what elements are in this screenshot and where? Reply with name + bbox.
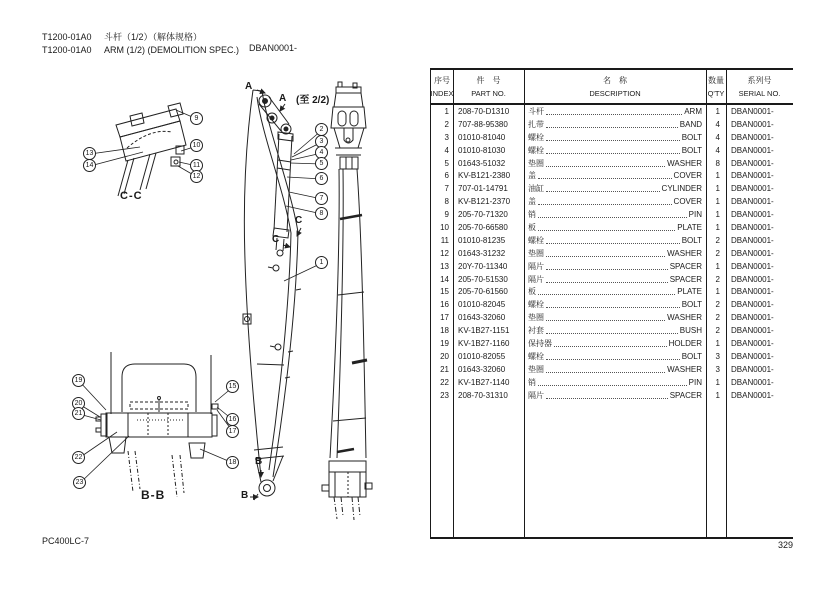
table-divider-partno [524,70,525,537]
cell-description [524,248,706,259]
table-row [431,389,793,402]
column-header-serial [726,70,793,103]
cell-qty: 1 [715,222,720,232]
column-header-description [524,70,706,103]
table-row [431,195,793,208]
cell-part-no: 205-70-66580 [458,222,508,232]
section-bb-drawing [96,352,218,497]
dotted-leader [538,379,687,386]
description-en: HOLDER [668,338,702,348]
cell-serial-no: DBAN0001- [731,261,774,271]
description-en: BOLT [681,132,702,142]
cell-description [524,377,706,388]
description-cn: 隔片 [528,261,544,271]
cell-qty: 1 [715,377,720,387]
cell-part-no: KV-B121-2370 [458,197,511,207]
cell-index: 14 [440,274,449,284]
table-row [431,131,793,144]
description-en: WASHER [667,364,702,374]
description-cn: 油缸 [528,184,544,194]
callout-14: 14 [83,159,96,172]
cell-part-no: 01643-51032 [458,158,506,168]
cell-index: 23 [440,390,449,400]
table-row [431,105,793,118]
description-cn: 板 [528,287,536,297]
cell-description [524,119,706,130]
callout-22: 22 [72,451,85,464]
callout-13: 13 [83,147,96,160]
continuation-label: (至 2/2) [296,95,330,106]
cell-description [524,286,706,297]
dotted-leader [538,211,687,218]
dotted-leader [546,276,668,283]
description-cn: 斗杆 [528,106,544,116]
dotted-leader [546,263,668,270]
cell-part-no: 01010-81040 [458,132,506,142]
cell-qty: 2 [715,326,720,336]
cell-description [524,183,706,194]
cell-part-no: 208-70-31310 [458,390,508,400]
callout-11: 11 [190,159,203,172]
description-cn: 垫圈 [528,158,544,168]
section-cc-drawing [116,103,186,196]
cell-index: 16 [440,300,449,310]
description-en: COVER [673,171,702,181]
cell-serial-no: DBAN0001- [731,248,774,258]
cell-description [524,312,706,323]
table-row [431,157,793,170]
description-en: BOLT [681,145,702,155]
cell-index: 22 [440,377,449,387]
description-en: BOLT [681,351,702,361]
cell-qty: 1 [715,171,720,181]
cell-index: 12 [440,248,449,258]
cell-serial-no: DBAN0001- [731,338,774,348]
description-cn: 螺栓 [528,145,544,155]
description-cn: 螺栓 [528,351,544,361]
table-body [431,105,793,401]
description-cn: 螺栓 [528,300,544,310]
cell-description [524,235,706,246]
header-description-cn: 名 称 [603,76,627,85]
arm-side-view-drawing [243,90,301,500]
description-cn: 螺栓 [528,235,544,245]
cell-description [524,196,706,207]
cell-description [524,158,706,169]
description-cn: 保持器 [528,338,552,348]
dotted-leader [546,121,678,128]
view-a-label-1: A [245,81,253,92]
parts-table [430,68,793,539]
table-row [431,273,793,286]
description-en: PIN [688,377,702,387]
cell-part-no: 01643-32060 [458,313,506,323]
table-row [431,247,793,260]
cell-qty: 1 [715,287,720,297]
dotted-leader [546,108,682,115]
cell-qty: 2 [715,248,720,258]
description-cn: 隔片 [528,274,544,284]
table-row [431,208,793,221]
cell-serial-no: DBAN0001- [731,326,774,336]
cell-part-no: 01643-32060 [458,364,506,374]
dotted-leader [546,392,668,399]
page-title-cn: 斗杆（1/2）（解体规格） [104,32,203,42]
dotted-leader [546,160,665,167]
cell-serial-no: DBAN0001- [731,351,774,361]
description-cn: 衬套 [528,326,544,336]
description-en: COVER [673,197,702,207]
table-row [431,144,793,157]
page-title-en: ARM (1/2) (DEMOLITION SPEC.) [104,45,240,55]
description-cn: 盖 [528,171,536,181]
description-cn: 销 [528,377,536,387]
dotted-leader [546,301,680,308]
cell-index: 18 [440,326,449,336]
cell-index: 11 [440,235,449,245]
table-row [431,337,793,350]
cell-description [524,338,706,349]
table-divider-description [706,70,707,537]
cell-index: 8 [444,197,449,207]
cell-qty: 4 [715,145,720,155]
callout-23: 23 [73,476,86,489]
cell-serial-no: DBAN0001- [731,222,774,232]
cell-part-no: 01010-81235 [458,235,506,245]
serial-range-code: DBAN0001- [249,43,298,53]
callout-5: 5 [315,157,328,170]
cell-serial-no: DBAN0001- [731,184,774,194]
header-serial-en: SERIAL NO. [738,89,781,98]
header-description-en: DESCRIPTION [589,89,641,98]
description-en: BUSH [679,326,702,336]
title-line-en [42,44,239,57]
cell-index: 5 [444,158,449,168]
table-divider-qty [726,70,727,537]
cell-qty: 2 [715,300,720,310]
cell-index: 10 [440,222,449,232]
cell-serial-no: DBAN0001- [731,300,774,310]
description-cn: 销 [528,210,536,220]
table-row [431,298,793,311]
table-divider-index [453,70,454,537]
cell-qty: 3 [715,364,720,374]
page-title-block [42,31,239,57]
cell-part-no: KV-1B27-1151 [458,326,510,336]
table-empty-area [431,401,793,537]
table-row [431,363,793,376]
cell-serial-no: DBAN0001- [731,390,774,400]
description-en: WASHER [667,313,702,323]
description-en: PLATE [677,287,702,297]
cell-part-no: 01643-31232 [458,248,506,258]
table-row [431,118,793,131]
cell-serial-no: DBAN0001- [731,274,774,284]
header-qty-en: Q'TY [707,89,725,98]
view-c-label-1: C [295,215,303,226]
callout-18: 18 [226,456,239,469]
table-row [431,169,793,182]
cell-qty: 1 [715,197,720,207]
table-row [431,221,793,234]
section-view-arrows [250,90,301,497]
callout-15: 15 [226,380,239,393]
cell-serial-no: DBAN0001- [731,171,774,181]
cell-description [524,299,706,310]
footer-model-label: PC400LC-7 [42,536,90,546]
callout-6: 6 [315,172,328,185]
cell-qty: 1 [715,261,720,271]
description-cn: 垫圈 [528,313,544,323]
column-header-partno [453,70,524,103]
cell-index: 20 [440,351,449,361]
dotted-leader [546,250,665,257]
cell-qty: 4 [715,132,720,142]
callout-20: 20 [72,397,85,410]
view-a-label-2: A [279,93,287,104]
view-b-label-1: B [255,456,263,467]
dotted-leader [546,185,660,192]
cell-qty: 1 [715,390,720,400]
header-serial-cn: 系列号 [747,76,772,85]
cell-part-no: 20Y-70-11340 [458,261,508,271]
description-en: WASHER [667,248,702,258]
table-row [431,285,793,298]
table-row [431,350,793,363]
section-bb-label: B-B [141,488,166,502]
dotted-leader [554,340,667,347]
cell-index: 7 [444,184,449,194]
callout-9: 9 [190,112,203,125]
header-partno-en: PART NO. [471,89,506,98]
cell-description [524,364,706,375]
table-row [431,260,793,273]
dotted-leader [538,288,675,295]
cell-part-no: 205-70-61560 [458,287,508,297]
header-index-cn: 序号 [434,76,450,85]
dotted-leader [546,237,680,244]
cell-description [524,261,706,272]
cell-part-no: 707-01-14791 [458,184,508,194]
callout-21: 21 [72,407,85,420]
callout-10: 10 [190,139,203,152]
cell-serial-no: DBAN0001- [731,158,774,168]
column-header-index [431,70,453,103]
description-en: WASHER [667,158,702,168]
dotted-leader [546,353,680,360]
callout-7: 7 [315,192,328,205]
cell-description [524,390,706,401]
description-cn: 隔片 [528,390,544,400]
cell-serial-no: DBAN0001- [731,235,774,245]
cell-description [524,106,706,117]
callout-19: 19 [72,374,85,387]
cell-part-no: KV-1B27-1160 [458,338,510,348]
dotted-leader [546,327,678,334]
cell-description [524,351,706,362]
cell-part-no: 01010-81030 [458,145,506,155]
description-en: BOLT [681,300,702,310]
description-en: PIN [688,210,702,220]
dotted-leader [546,134,680,141]
cell-qty: 4 [715,119,720,129]
description-cn: 垫圈 [528,364,544,374]
cell-part-no: 01010-82045 [458,300,506,310]
callout-16: 16 [226,413,239,426]
header-index-en: INDEX [430,89,454,98]
model-code-en: T1200-01A0 [42,45,92,55]
description-en: SPACER [669,261,702,271]
cell-index: 15 [440,287,449,297]
cell-index: 3 [444,132,449,142]
header-partno-cn: 件 号 [476,76,501,85]
cell-serial-no: DBAN0001- [731,313,774,323]
cell-part-no: 205-70-51530 [458,274,508,284]
column-header-qty [706,70,726,103]
description-en: BAND [679,119,702,129]
cell-part-no: 707-88-95380 [458,119,508,129]
callout-12: 12 [190,170,203,183]
cell-description [524,209,706,220]
cell-index: 6 [444,171,449,181]
cell-qty: 3 [715,351,720,361]
table-row [431,324,793,337]
cell-index: 4 [444,145,449,155]
cell-qty: 2 [715,235,720,245]
arm-front-view-drawing [322,82,372,520]
cell-part-no: 205-70-71320 [458,210,508,220]
cell-index: 1 [444,106,449,116]
cell-description [524,132,706,143]
cell-part-no: 208-70-D1310 [458,106,510,116]
cell-description [524,222,706,233]
table-row [431,376,793,389]
cell-index: 17 [440,313,449,323]
cell-index: 9 [444,210,449,220]
dotted-leader [546,147,680,154]
description-en: CYLINDER [661,184,702,194]
callout-17: 17 [226,425,239,438]
description-cn: 盖 [528,197,536,207]
cell-qty: 1 [715,184,720,194]
description-en: PLATE [677,222,702,232]
cell-serial-no: DBAN0001- [731,377,774,387]
cell-description [524,170,706,181]
cell-serial-no: DBAN0001- [731,197,774,207]
callout-1: 1 [315,256,328,269]
callout-4: 4 [315,146,328,159]
cell-qty: 2 [715,274,720,284]
title-line-cn [42,31,239,44]
cell-index: 2 [444,119,449,129]
description-en: SPACER [669,390,702,400]
callout-8: 8 [315,207,328,220]
dotted-leader [546,366,665,373]
cell-qty: 1 [715,106,720,116]
cell-serial-no: DBAN0001- [731,287,774,297]
cell-description [524,145,706,156]
section-cc-label: C-C [120,190,143,202]
view-b-label-2: B [241,490,249,501]
cell-qty: 1 [715,338,720,348]
cell-serial-no: DBAN0001- [731,145,774,155]
cell-serial-no: DBAN0001- [731,364,774,374]
description-cn: 板 [528,222,536,232]
cell-part-no: KV-B121-2380 [458,171,511,181]
description-en: SPACER [669,274,702,284]
table-row [431,182,793,195]
callout-2: 2 [315,123,328,136]
cell-qty: 1 [715,210,720,220]
dotted-leader [546,314,665,321]
dotted-leader [538,172,672,179]
cell-index: 13 [440,261,449,271]
table-header-row [431,70,793,105]
cell-serial-no: DBAN0001- [731,119,774,129]
cell-part-no: KV-1B27-1140 [458,377,510,387]
view-c-label-2: C [272,234,280,245]
cell-index: 21 [440,364,449,374]
table-row [431,311,793,324]
description-cn: 扎带 [528,119,544,129]
cell-qty: 8 [715,158,720,168]
cell-serial-no: DBAN0001- [731,210,774,220]
description-cn: 螺栓 [528,132,544,142]
dotted-leader [538,198,672,205]
cell-qty: 2 [715,313,720,323]
cell-serial-no: DBAN0001- [731,106,774,116]
model-code-cn: T1200-01A0 [42,32,92,42]
cell-index: 19 [440,338,449,348]
cell-part-no: 01010-82055 [458,351,506,361]
description-cn: 垫圈 [528,248,544,258]
description-en: ARM [684,106,702,116]
dotted-leader [538,224,675,231]
cell-description [524,274,706,285]
description-en: BOLT [681,235,702,245]
callout-3: 3 [315,135,328,148]
header-qty-cn: 数量 [708,76,724,85]
cell-serial-no: DBAN0001- [731,132,774,142]
table-row [431,234,793,247]
page-number: 329 [777,540,793,550]
cell-description [524,325,706,336]
